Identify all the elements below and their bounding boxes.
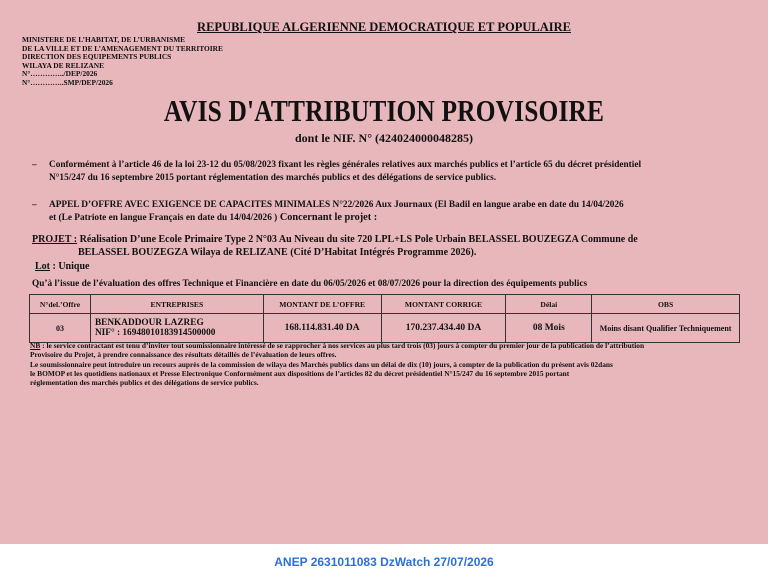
dash-bullet: – bbox=[32, 200, 37, 210]
ministry-line: WILAYA DE RELIZANE bbox=[22, 60, 105, 70]
recours-text: réglementation des marchés publics et des délégations de service publics. bbox=[30, 378, 259, 388]
dash-bullet: – bbox=[32, 160, 37, 170]
lot-line bbox=[35, 261, 89, 272]
company-name: BENKADDOUR LAZREG bbox=[94, 318, 204, 328]
lot-label: Lot bbox=[35, 261, 50, 272]
corrected-amount: 170.237.434.40 DA bbox=[381, 314, 506, 343]
delay: 08 Mois bbox=[506, 314, 592, 343]
ministry-line: N°…………..SMP/DEP/2026 bbox=[22, 77, 113, 87]
table-header-row bbox=[30, 295, 740, 314]
observation: Moins disant Qualifier Techniquement bbox=[592, 314, 740, 343]
recours-text: Le soumissionnaire peut introduire un recours auprès de la commission de wilaya des Marchés publics dans un délai de dix (10) jours, à compter de la publication du présent avis 02dans bbox=[30, 359, 613, 369]
publication-footer: ANEP 2631011083 DzWatch 27/07/2026 bbox=[0, 544, 768, 580]
ministry-line: DIRECTION DES EQUIPEMENTS PUBLICS bbox=[22, 52, 172, 62]
column-header: MONTANT DE L’OFFRE bbox=[263, 295, 381, 314]
column-header: Délai bbox=[506, 295, 592, 314]
nif-line: dont le NIF. N° (424024000048285) bbox=[294, 131, 474, 145]
column-header: N°del.’Offre bbox=[30, 295, 91, 314]
offer-amount: 168.114.831.40 DA bbox=[263, 314, 381, 343]
column-header: OBS bbox=[592, 295, 740, 314]
republic-heading: REPUBLIQUE ALGERIENNE DEMOCRATIQUE ET POPULAIRE bbox=[197, 20, 571, 34]
nb-label: NB bbox=[30, 341, 41, 350]
notice-title: AVIS D'ATTRIBUTION PROVISOIRE bbox=[163, 93, 605, 128]
ministry-block bbox=[22, 36, 223, 88]
legal-line: N°15/247 du 16 septembre 2015 portant réglementation des marchés publics et des délégations de service publics. bbox=[49, 172, 497, 183]
project-block bbox=[32, 234, 757, 259]
tender-line: APPEL D’OFFRE AVEC EXIGENCE DE CAPACITES MINIMALES N°22/2026 Aux Journaux (El Badil en langue arabe en date du 14/04/2026 bbox=[49, 200, 624, 210]
project-line: Réalisation D’une Ecole Primaire Type 2 N°03 Au Niveau du site 720 LPL+LS Pole Urbain BELASSEL BOUZEGZA Commune de bbox=[77, 234, 638, 245]
ministry-line: DE LA VILLE ET DE L’AMENAGEMENT DU TERRITOIRE bbox=[22, 43, 223, 53]
evaluation-line: Qu’à l’issue de l’évaluation des offres Technique et Financière en date du 06/05/2026 et 08/07/2026 pour la direction des équipements publics bbox=[32, 279, 588, 289]
nb-text: : le service contractant est tenu d’inviter tout soumissionnaire intéressé de se rapprocher à nos services au plus tard trois (03) jours à compter du premier jour de la publication de l’attribution bbox=[40, 341, 645, 350]
nb-text: Provisoire du Projet, à prendre connaissance des résultats détaillés de l’évaluation de leurs offres. bbox=[30, 350, 337, 360]
offer-number: 03 bbox=[30, 314, 91, 343]
company-cell bbox=[90, 314, 263, 343]
legal-line: Conformément à l’article 46 de la loi 23-12 du 05/08/2023 fixant les règles générales relatives aux marchés publics et l’article 65 du décret présidentiel bbox=[49, 160, 642, 170]
recours-text: le BOMOP et les quotidiens nationaux et Presse Electronique Conformément aux dispositions de l’articles 82 du décret présidentiel N°15/247 du 16 septembre 2015 portant bbox=[30, 368, 570, 378]
ministry-line: MINISTERE DE L’HABITAT, DE L’URBANISME bbox=[22, 35, 186, 44]
tender-paragraph bbox=[32, 199, 757, 224]
attribution-table bbox=[29, 294, 740, 343]
notes-block bbox=[30, 341, 760, 387]
legal-paragraph bbox=[32, 159, 757, 184]
company-nif: NIF° : 16948010183914500000 bbox=[94, 328, 216, 338]
lot-value: : Unique bbox=[50, 261, 90, 272]
column-header: MONTANT CORRIGE bbox=[381, 295, 506, 314]
table-row bbox=[30, 314, 740, 343]
column-header: ENTREPRISES bbox=[90, 295, 263, 314]
tender-line: et (Le Patriote en langue Français en date du 14/04/2026 ) bbox=[49, 212, 278, 223]
project-label: PROJET : bbox=[32, 234, 78, 245]
tender-line-tail: Concernant le projet : bbox=[277, 211, 378, 223]
project-line: BELASSEL BOUZEGZA Wilaya de RELIZANE (Cité D’Habitat Intégrés Programme 2026). bbox=[78, 246, 477, 258]
ministry-line: N°…………../DEP/2026 bbox=[22, 69, 98, 79]
